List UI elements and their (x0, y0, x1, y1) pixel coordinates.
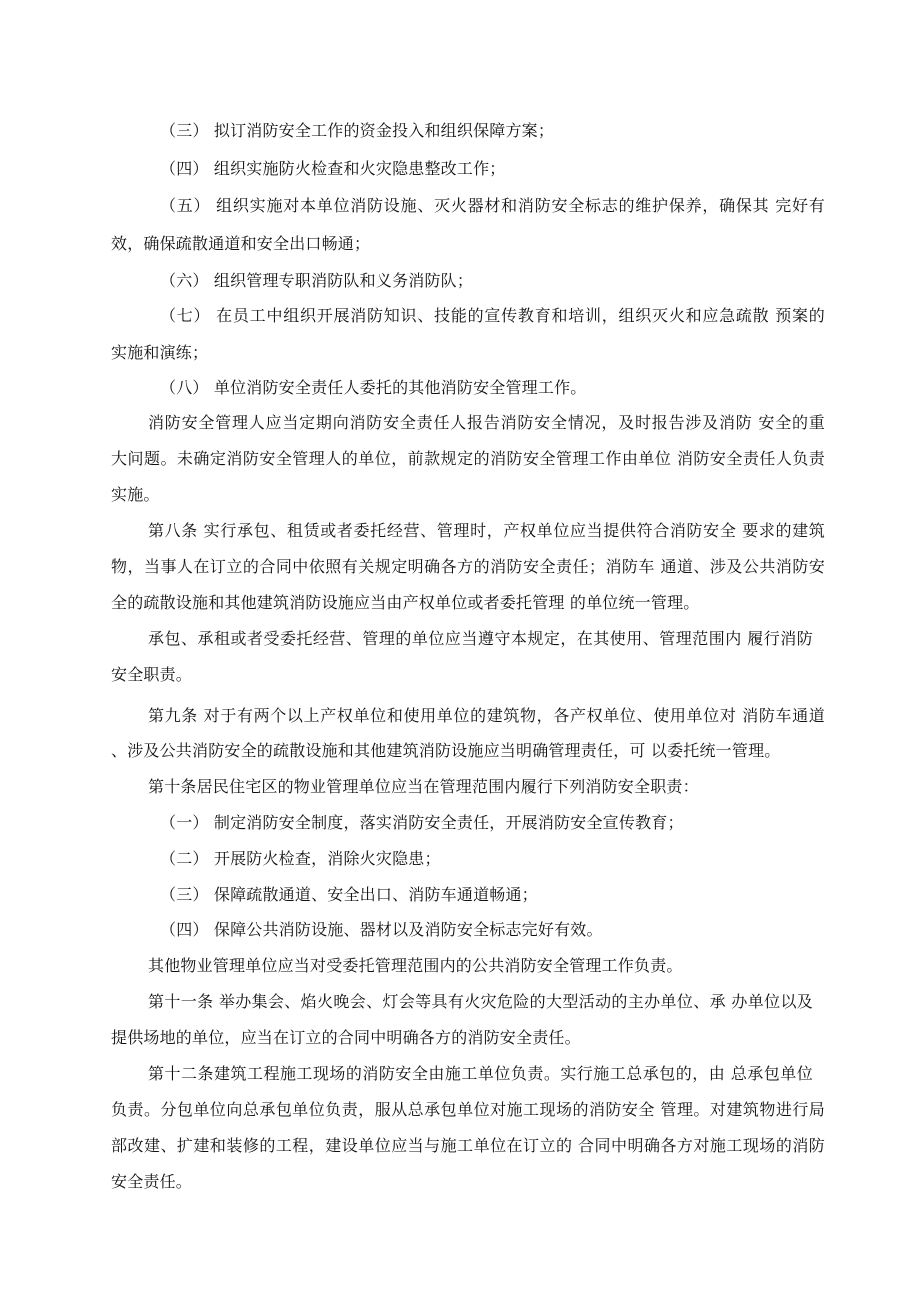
text-line: 第九条 对于有两个以上产权单位和使用单位的建筑物，各产权单位、使用单位对 消防车通道 (148, 706, 825, 725)
text-line: 负责。分包单位向总承包单位负责，服从总承包单位对施工现场的消防安全 管理。对建筑物进行局 (111, 1100, 825, 1119)
text-line: 全的疏散设施和其他建筑消防设施应当由产权单位或者委托管理 的单位统一管理。 (111, 593, 700, 612)
text-line: 其他物业管理单位应当对受委托管理范围内的公共消防安全管理工作负责。 (148, 956, 683, 975)
text-line: 提供场地的单位，应当在订立的合同中明确各方的消防安全责任。 (111, 1028, 581, 1047)
text-line: 承包、承租或者受委托经营、管理的单位应当遵守本规定，在其使用、管理范围内 履行消防 (148, 629, 813, 648)
text-line: 安全责任。 (111, 1172, 193, 1191)
text-line: 第八条 实行承包、租赁或者委托经营、管理时，产权单位应当提供符合消防安全 要求的建筑 (148, 521, 825, 540)
text-line: （三） 保障疏散通道、安全出口、消防车通道畅通； (160, 885, 538, 904)
text-line: 第十二条建筑工程施工现场的消防安全由施工单位负责。实行施工总承包的，由 总承包单位 (148, 1064, 813, 1083)
text-line: 安全职责。 (111, 665, 193, 684)
text-line: 物，当事人在订立的合同中依照有关规定明确各方的消防安全责任；消防车 通道、涉及公共消防安 (111, 557, 825, 576)
text-line: 大问题。未确定消防安全管理人的单位，前款规定的消防安全管理工作由单位 消防安全责任人负责 (111, 449, 825, 468)
text-line: 消防安全管理人应当定期向消防安全责任人报告消防安全情况，及时报告涉及消防 安全的重 (148, 413, 825, 432)
text-line: （七） 在员工中组织开展消防知识、技能的宣传教育和培训，组织灭火和应急疏散 预案的 (160, 306, 825, 325)
text-line: 实施和演练； (111, 343, 209, 362)
text-line: （八） 单位消防安全责任人委托的其他消防安全管理工作。 (160, 378, 587, 397)
text-line: （三） 拟订消防安全工作的资金投入和组织保障方案； (160, 121, 555, 140)
text-line: 效，确保疏散通道和安全出口畅通； (111, 234, 371, 253)
text-line: （四） 保障公共消防设施、器材以及消防安全标志完好有效。 (160, 920, 603, 939)
text-line: 实施。 (111, 485, 160, 504)
text-line: 部改建、扩建和装修的工程，建设单位应当与施工单位在订立的 合同中明确各方对施工现场的消防 (111, 1136, 825, 1155)
text-line: （五） 组织实施对本单位消防设施、灭火器材和消防安全标志的维护保养，确保其 完好有 (160, 196, 825, 215)
text-line: （一） 制定消防安全制度，落实消防安全责任，开展消防安全宣传教育； (160, 813, 684, 832)
text-line: （六） 组织管理专职消防队和义务消防队； (160, 271, 474, 290)
text-line: 第十条居民住宅区的物业管理单位应当在管理范围内履行下列消防安全职责： (148, 777, 699, 796)
text-line: 、涉及公共消防安全的疏散设施和其他建筑消防设施应当明确管理责任，可 以委托统一管理。 (111, 741, 781, 760)
text-line: （四） 组织实施防火检查和火灾隐患整改工作； (160, 159, 506, 178)
text-line: （二） 开展防火检查，消除火灾隐患； (160, 849, 441, 868)
text-line: 第十一条 举办集会、焰火晚会、灯会等具有火灾危险的大型活动的主办单位、承 办单位以及 (148, 992, 813, 1011)
